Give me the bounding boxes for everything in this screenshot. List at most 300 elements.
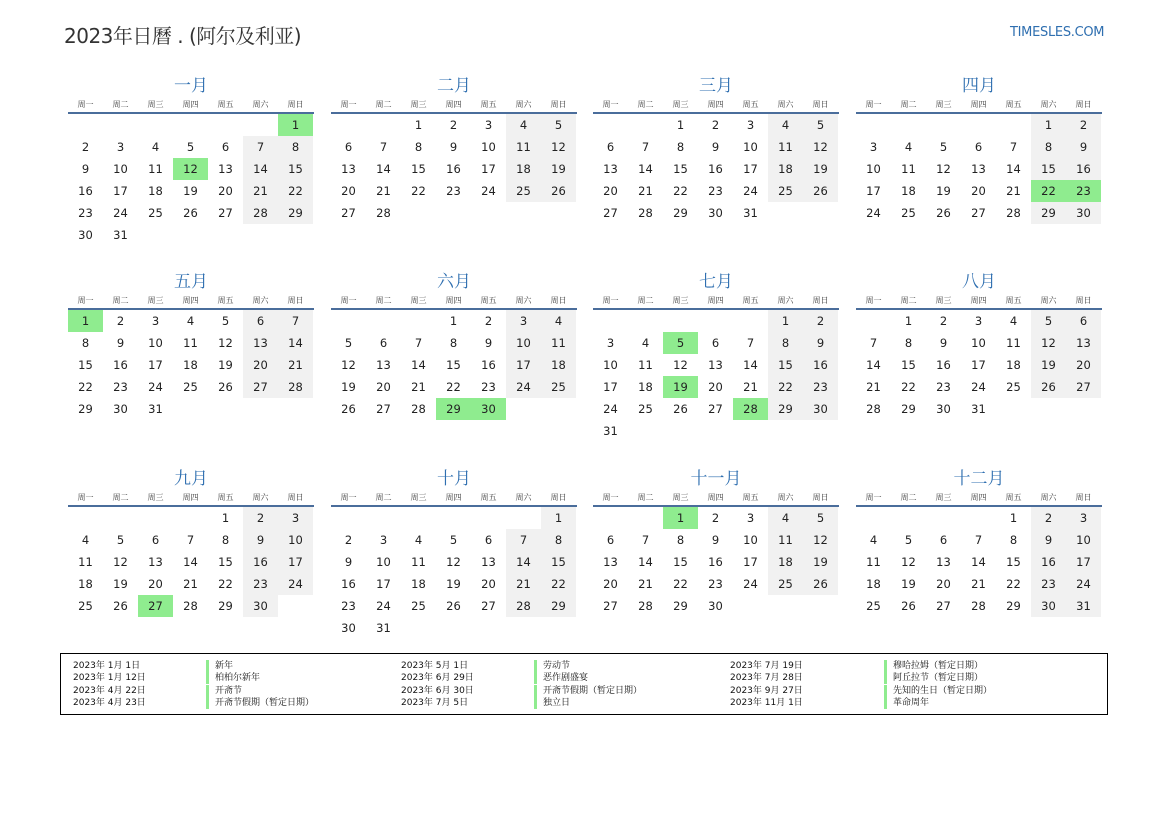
day-cell: 17 <box>1066 551 1101 573</box>
day-cell: 7 <box>278 310 313 332</box>
day-cell: 23 <box>1066 180 1101 202</box>
day-cell: 19 <box>663 376 698 398</box>
day-cell: 3 <box>746 511 755 525</box>
day-cell: 27 <box>243 376 278 398</box>
day-cell: 11 <box>638 358 653 372</box>
day-cell: 9 <box>344 555 353 569</box>
day-cell: 25 <box>506 180 541 202</box>
day-cell: 27 <box>708 402 723 416</box>
weekday-label: 周六 <box>1040 100 1057 109</box>
day-cell: 15 <box>411 162 426 176</box>
weekday-label: 周三 <box>672 100 689 109</box>
day-cell: 22 <box>1006 577 1021 591</box>
weekday-label: 周三 <box>672 493 689 502</box>
day-cell: 16 <box>446 162 461 176</box>
day-cell: 12 <box>1031 332 1066 354</box>
day-cell: 8 <box>676 533 685 547</box>
week-row <box>331 310 577 332</box>
day-cell: 20 <box>481 577 496 591</box>
day-cell: 16 <box>78 184 93 198</box>
week-row <box>68 202 314 224</box>
month-name: 一月 <box>174 76 208 96</box>
week-row <box>856 354 1102 376</box>
day-cell: 8 <box>1009 533 1018 547</box>
day-cell: 26 <box>183 206 198 220</box>
empty-cell <box>698 420 733 442</box>
empty-cell <box>138 114 173 136</box>
weekday-label: 周日 <box>287 296 304 305</box>
weekday-label: 周二 <box>375 296 392 305</box>
day-cell: 2 <box>1031 507 1066 529</box>
day-cell: 5 <box>344 336 353 350</box>
empty-cell <box>856 310 891 332</box>
month-name: 九月 <box>174 469 208 489</box>
day-cell: 6 <box>1066 310 1101 332</box>
day-cell: 23 <box>481 380 496 394</box>
day-cell: 11 <box>768 136 803 158</box>
empty-cell <box>471 617 506 639</box>
month-block <box>856 270 1102 420</box>
day-cell: 13 <box>1066 332 1101 354</box>
weekday-label: 周二 <box>637 296 654 305</box>
legend-date: 2023年 9月 27日 <box>730 685 803 696</box>
day-cell: 10 <box>376 555 391 569</box>
empty-cell <box>401 310 436 332</box>
week-row <box>856 529 1102 551</box>
month-name: 十月 <box>437 469 471 489</box>
empty-cell <box>628 310 663 332</box>
day-cell: 8 <box>81 336 90 350</box>
day-cell: 19 <box>446 577 461 591</box>
day-cell: 21 <box>278 354 313 376</box>
week-row <box>856 114 1102 136</box>
day-cell: 14 <box>866 358 881 372</box>
day-cell: 8 <box>541 529 576 551</box>
day-cell: 7 <box>186 533 195 547</box>
day-cell: 24 <box>376 599 391 613</box>
empty-cell <box>173 398 208 420</box>
day-cell: 20 <box>603 184 618 198</box>
weekday-label: 周日 <box>287 493 304 502</box>
month-name: 十一月 <box>690 469 742 489</box>
weekday-label: 周六 <box>1040 493 1057 502</box>
weekday-label: 周日 <box>550 296 567 305</box>
weekday-header <box>68 491 314 507</box>
weekday-label: 周日 <box>812 100 829 109</box>
day-cell: 23 <box>708 577 723 591</box>
day-cell: 5 <box>803 114 838 136</box>
weekday-label: 周三 <box>147 296 164 305</box>
day-cell: 17 <box>971 358 986 372</box>
day-cell: 5 <box>663 332 698 354</box>
day-cell: 6 <box>221 140 230 154</box>
week-row <box>331 398 577 420</box>
day-cell: 4 <box>1009 314 1018 328</box>
day-cell: 21 <box>743 380 758 394</box>
week-row <box>331 158 577 180</box>
empty-cell <box>593 507 628 529</box>
day-cell: 13 <box>148 555 163 569</box>
weekday-header <box>68 294 314 310</box>
week-row <box>593 529 839 551</box>
empty-cell <box>471 202 506 224</box>
day-cell: 20 <box>341 184 356 198</box>
day-cell: 18 <box>183 358 198 372</box>
month-name: 四月 <box>962 76 996 96</box>
week-row <box>593 158 839 180</box>
day-cell: 1 <box>676 118 685 132</box>
day-cell: 26 <box>803 573 838 595</box>
weekday-label: 周三 <box>410 296 427 305</box>
day-cell: 22 <box>768 376 803 398</box>
empty-cell <box>628 114 663 136</box>
day-cell: 8 <box>414 140 423 154</box>
day-cell: 15 <box>901 358 916 372</box>
day-cell: 2 <box>81 140 90 154</box>
day-cell: 16 <box>936 358 951 372</box>
legend-holiday-name: 穆哈拉姆（暂定日期） <box>884 660 983 672</box>
empty-cell <box>961 114 996 136</box>
day-cell: 6 <box>974 140 983 154</box>
day-cell: 13 <box>481 555 496 569</box>
day-cell: 17 <box>481 162 496 176</box>
weekday-label: 周五 <box>480 296 497 305</box>
empty-cell <box>593 310 628 332</box>
empty-cell <box>768 202 803 224</box>
day-cell: 31 <box>148 402 163 416</box>
empty-cell <box>628 507 663 529</box>
weekday-label: 周四 <box>707 493 724 502</box>
day-cell: 29 <box>673 206 688 220</box>
day-cell: 6 <box>606 533 615 547</box>
weekday-label: 周五 <box>1005 100 1022 109</box>
day-cell: 14 <box>506 551 541 573</box>
weekday-label: 周六 <box>252 296 269 305</box>
weekday-label: 周五 <box>1005 493 1022 502</box>
day-cell: 30 <box>243 595 278 617</box>
month-block <box>68 270 314 420</box>
day-cell: 26 <box>1031 376 1066 398</box>
day-cell: 16 <box>113 358 128 372</box>
day-cell: 2 <box>711 511 720 525</box>
day-cell: 24 <box>603 402 618 416</box>
day-cell: 6 <box>606 140 615 154</box>
legend-date: 2023年 7月 5日 <box>401 697 469 708</box>
day-cell: 24 <box>148 380 163 394</box>
day-cell: 22 <box>278 180 313 202</box>
day-cell: 12 <box>901 555 916 569</box>
day-cell: 4 <box>414 533 423 547</box>
day-cell: 28 <box>638 599 653 613</box>
day-cell: 29 <box>1031 202 1066 224</box>
weekday-label: 周五 <box>742 296 759 305</box>
legend-holiday-name: 开斋节 <box>206 685 242 697</box>
day-cell: 23 <box>113 380 128 394</box>
day-cell: 29 <box>768 398 803 420</box>
day-cell: 4 <box>541 310 576 332</box>
day-cell: 29 <box>541 595 576 617</box>
day-cell: 16 <box>803 354 838 376</box>
day-cell: 29 <box>278 202 313 224</box>
week-row <box>856 158 1102 180</box>
weekday-label: 周二 <box>637 493 654 502</box>
week-row <box>68 551 314 573</box>
day-cell: 20 <box>1066 354 1101 376</box>
weekday-label: 周日 <box>812 296 829 305</box>
month-name: 七月 <box>699 272 733 292</box>
empty-cell <box>996 398 1031 420</box>
month-block <box>856 74 1102 224</box>
empty-cell <box>278 595 313 617</box>
day-cell: 27 <box>376 402 391 416</box>
day-cell: 26 <box>901 599 916 613</box>
day-cell: 31 <box>603 424 618 438</box>
weekday-label: 周四 <box>445 296 462 305</box>
weekday-header <box>331 294 577 310</box>
day-cell: 3 <box>116 140 125 154</box>
day-cell: 9 <box>116 336 125 350</box>
week-row <box>593 202 839 224</box>
weekday-header <box>331 491 577 507</box>
legend-date: 2023年 6月 29日 <box>401 673 474 684</box>
day-cell: 16 <box>708 555 723 569</box>
day-cell: 12 <box>218 336 233 350</box>
day-cell: 11 <box>78 555 93 569</box>
week-row <box>856 136 1102 158</box>
day-cell: 28 <box>638 206 653 220</box>
day-cell: 9 <box>81 162 90 176</box>
day-cell: 10 <box>1066 529 1101 551</box>
day-cell: 13 <box>603 162 618 176</box>
day-cell: 18 <box>78 577 93 591</box>
day-cell: 14 <box>1006 162 1021 176</box>
week-row <box>331 595 577 617</box>
legend-date: 2023年 4月 22日 <box>73 685 146 696</box>
day-cell: 30 <box>1031 595 1066 617</box>
weekday-label: 周一 <box>865 100 882 109</box>
day-cell: 16 <box>243 551 278 573</box>
weekday-label: 周三 <box>935 100 952 109</box>
day-cell: 2 <box>939 314 948 328</box>
day-cell: 4 <box>768 114 803 136</box>
day-cell: 30 <box>471 398 506 420</box>
day-cell: 27 <box>341 206 356 220</box>
empty-cell <box>278 398 313 420</box>
weekday-label: 周三 <box>147 493 164 502</box>
weekday-label: 周三 <box>147 100 164 109</box>
weekday-label: 周一 <box>77 493 94 502</box>
day-cell: 6 <box>344 140 353 154</box>
weekday-label: 周二 <box>375 493 392 502</box>
legend-holiday-name: 柏柏尔新年 <box>206 672 260 684</box>
day-cell: 5 <box>186 140 195 154</box>
day-cell: 25 <box>183 380 198 394</box>
day-cell: 10 <box>278 529 313 551</box>
day-cell: 20 <box>376 380 391 394</box>
weekday-label: 周二 <box>375 100 392 109</box>
day-cell: 6 <box>484 533 493 547</box>
day-cell: 29 <box>78 402 93 416</box>
day-cell: 26 <box>936 206 951 220</box>
day-cell: 9 <box>484 336 493 350</box>
day-cell: 19 <box>803 158 838 180</box>
day-cell: 4 <box>641 336 650 350</box>
month-block <box>68 467 314 617</box>
weekday-label: 周四 <box>182 296 199 305</box>
day-cell: 3 <box>506 310 541 332</box>
day-cell: 11 <box>148 162 163 176</box>
day-cell: 1 <box>449 314 458 328</box>
day-cell: 9 <box>1031 529 1066 551</box>
empty-cell <box>471 507 506 529</box>
day-cell: 3 <box>606 336 615 350</box>
day-cell: 26 <box>446 599 461 613</box>
weekday-label: 周日 <box>287 100 304 109</box>
day-cell: 11 <box>183 336 198 350</box>
day-cell: 16 <box>1031 551 1066 573</box>
day-cell: 7 <box>746 336 755 350</box>
weekday-label: 周日 <box>1075 100 1092 109</box>
day-cell: 23 <box>78 206 93 220</box>
day-cell: 9 <box>711 140 720 154</box>
weekday-label: 周四 <box>970 296 987 305</box>
weekday-label: 周五 <box>217 100 234 109</box>
week-row <box>593 114 839 136</box>
day-cell: 27 <box>481 599 496 613</box>
empty-cell <box>663 420 698 442</box>
day-cell: 1 <box>1009 511 1018 525</box>
weekday-label: 周六 <box>252 100 269 109</box>
empty-cell <box>366 114 401 136</box>
week-row <box>593 376 839 398</box>
day-cell: 28 <box>411 402 426 416</box>
day-cell: 10 <box>603 358 618 372</box>
day-cell: 25 <box>768 573 803 595</box>
weekday-label: 周一 <box>77 100 94 109</box>
day-cell: 8 <box>904 336 913 350</box>
day-cell: 24 <box>971 380 986 394</box>
day-cell: 17 <box>743 555 758 569</box>
week-row <box>68 398 314 420</box>
day-cell: 29 <box>218 599 233 613</box>
day-cell: 18 <box>411 577 426 591</box>
day-cell: 22 <box>901 380 916 394</box>
week-row <box>856 310 1102 332</box>
day-cell: 18 <box>866 577 881 591</box>
week-row <box>68 224 314 246</box>
weekday-label: 周二 <box>112 296 129 305</box>
day-cell: 1 <box>541 507 576 529</box>
week-row <box>856 507 1102 529</box>
day-cell: 5 <box>904 533 913 547</box>
week-row <box>68 136 314 158</box>
day-cell: 31 <box>376 621 391 635</box>
day-cell: 6 <box>711 336 720 350</box>
day-cell: 2 <box>711 118 720 132</box>
day-cell: 13 <box>243 332 278 354</box>
weekday-label: 周一 <box>77 296 94 305</box>
empty-cell <box>278 224 313 246</box>
day-cell: 28 <box>866 402 881 416</box>
day-cell: 16 <box>481 358 496 372</box>
day-cell: 9 <box>711 533 720 547</box>
week-row <box>593 332 839 354</box>
day-cell: 23 <box>341 599 356 613</box>
site-link[interactable]: TIMESLES.COM <box>1010 25 1105 40</box>
month-block <box>593 270 839 442</box>
day-cell: 5 <box>1031 310 1066 332</box>
day-cell: 26 <box>803 180 838 202</box>
day-cell: 1 <box>414 118 423 132</box>
day-cell: 15 <box>673 555 688 569</box>
empty-cell <box>436 202 471 224</box>
day-cell: 25 <box>1006 380 1021 394</box>
day-cell: 5 <box>803 507 838 529</box>
day-cell: 26 <box>673 402 688 416</box>
week-row <box>856 202 1102 224</box>
day-cell: 3 <box>379 533 388 547</box>
legend-holiday-name: 开斋节假期（暂定日期） <box>206 697 314 709</box>
day-cell: 23 <box>1031 573 1066 595</box>
empty-cell <box>173 224 208 246</box>
day-cell: 10 <box>743 533 758 547</box>
day-cell: 22 <box>411 184 426 198</box>
day-cell: 8 <box>449 336 458 350</box>
weekday-label: 周二 <box>900 296 917 305</box>
day-cell: 16 <box>1066 158 1101 180</box>
day-cell: 13 <box>971 162 986 176</box>
day-cell: 3 <box>151 314 160 328</box>
day-cell: 19 <box>541 158 576 180</box>
week-row <box>593 573 839 595</box>
day-cell: 2 <box>116 314 125 328</box>
day-cell: 1 <box>278 114 313 136</box>
weekday-label: 周三 <box>672 296 689 305</box>
day-cell: 8 <box>768 332 803 354</box>
day-cell: 22 <box>218 577 233 591</box>
day-cell: 19 <box>341 380 356 394</box>
day-cell: 16 <box>341 577 356 591</box>
weekday-label: 周一 <box>602 296 619 305</box>
day-cell: 21 <box>1006 184 1021 198</box>
week-row <box>593 310 839 332</box>
day-cell: 7 <box>1009 140 1018 154</box>
day-cell: 12 <box>173 158 208 180</box>
day-cell: 1 <box>904 314 913 328</box>
day-cell: 7 <box>641 533 650 547</box>
weekday-label: 周日 <box>550 493 567 502</box>
week-row <box>331 354 577 376</box>
weekday-label: 周四 <box>970 100 987 109</box>
weekday-header <box>856 98 1102 114</box>
day-cell: 21 <box>411 380 426 394</box>
day-cell: 27 <box>218 206 233 220</box>
empty-cell <box>243 114 278 136</box>
day-cell: 24 <box>113 206 128 220</box>
weekday-label: 周四 <box>707 100 724 109</box>
day-cell: 17 <box>603 380 618 394</box>
day-cell: 8 <box>676 140 685 154</box>
day-cell: 15 <box>218 555 233 569</box>
day-cell: 27 <box>971 206 986 220</box>
empty-cell <box>173 114 208 136</box>
day-cell: 6 <box>939 533 948 547</box>
month-name: 十二月 <box>953 469 1005 489</box>
week-row <box>593 595 839 617</box>
day-cell: 28 <box>506 595 541 617</box>
day-cell: 27 <box>138 595 173 617</box>
weekday-label: 周一 <box>865 296 882 305</box>
